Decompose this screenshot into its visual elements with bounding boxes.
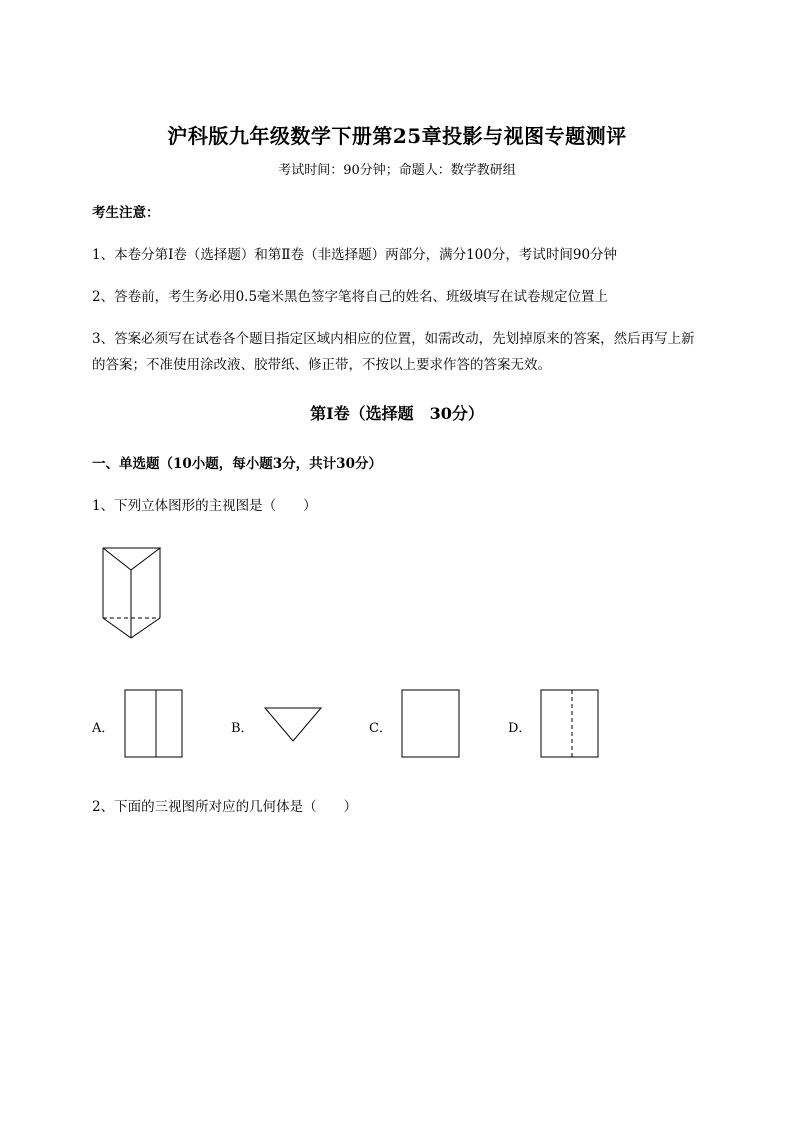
notice-item: 的答案；不准使用涂改液、胶带纸、修正带，不按以上要求作答的答案无效。 xyxy=(92,357,551,373)
question-2-stem: 2、下面的三视图所对应的几何体是（ ） xyxy=(92,799,358,815)
exam-info: 考试时间：90分钟；命题人：数学教研组 xyxy=(278,163,516,178)
page-title: 沪科版九年级数学下册第25章投影与视图专题测评 xyxy=(167,124,627,148)
option-b-label: B． xyxy=(231,721,254,736)
notice-heading: 考生注意： xyxy=(92,205,160,221)
part-heading: 一、单选题（10小题，每小题3分，共计30分） xyxy=(92,456,382,472)
notice-item: 2、答卷前，考生务必用0.5毫米黑色签字笔将自己的姓名、班级填写在试卷规定位置上 xyxy=(92,289,609,305)
option-c-label: C． xyxy=(369,721,392,736)
option-d-label: D． xyxy=(508,721,532,736)
notice-item: 3、答案必须写在试卷各个题目指定区域内相应的位置，如需改动，先划掉原来的答案，然后再写上新 xyxy=(92,331,695,347)
rectangle-solid-divider-icon xyxy=(124,689,184,759)
triangular-prism-icon xyxy=(95,540,175,645)
section-title: 第I卷（选择题 30分） xyxy=(310,404,484,423)
square-icon xyxy=(401,689,461,759)
option-a-label: A． xyxy=(92,721,115,736)
question-1-stem: 1、下列立体图形的主视图是（ ） xyxy=(92,498,317,514)
rectangle-dashed-divider-icon xyxy=(540,689,600,759)
inverted-triangle-icon xyxy=(263,706,323,744)
notice-item: 1、本卷分第I卷（选择题）和第Ⅱ卷（非选择题）两部分，满分100分，考试时间90分钟 xyxy=(92,247,618,263)
